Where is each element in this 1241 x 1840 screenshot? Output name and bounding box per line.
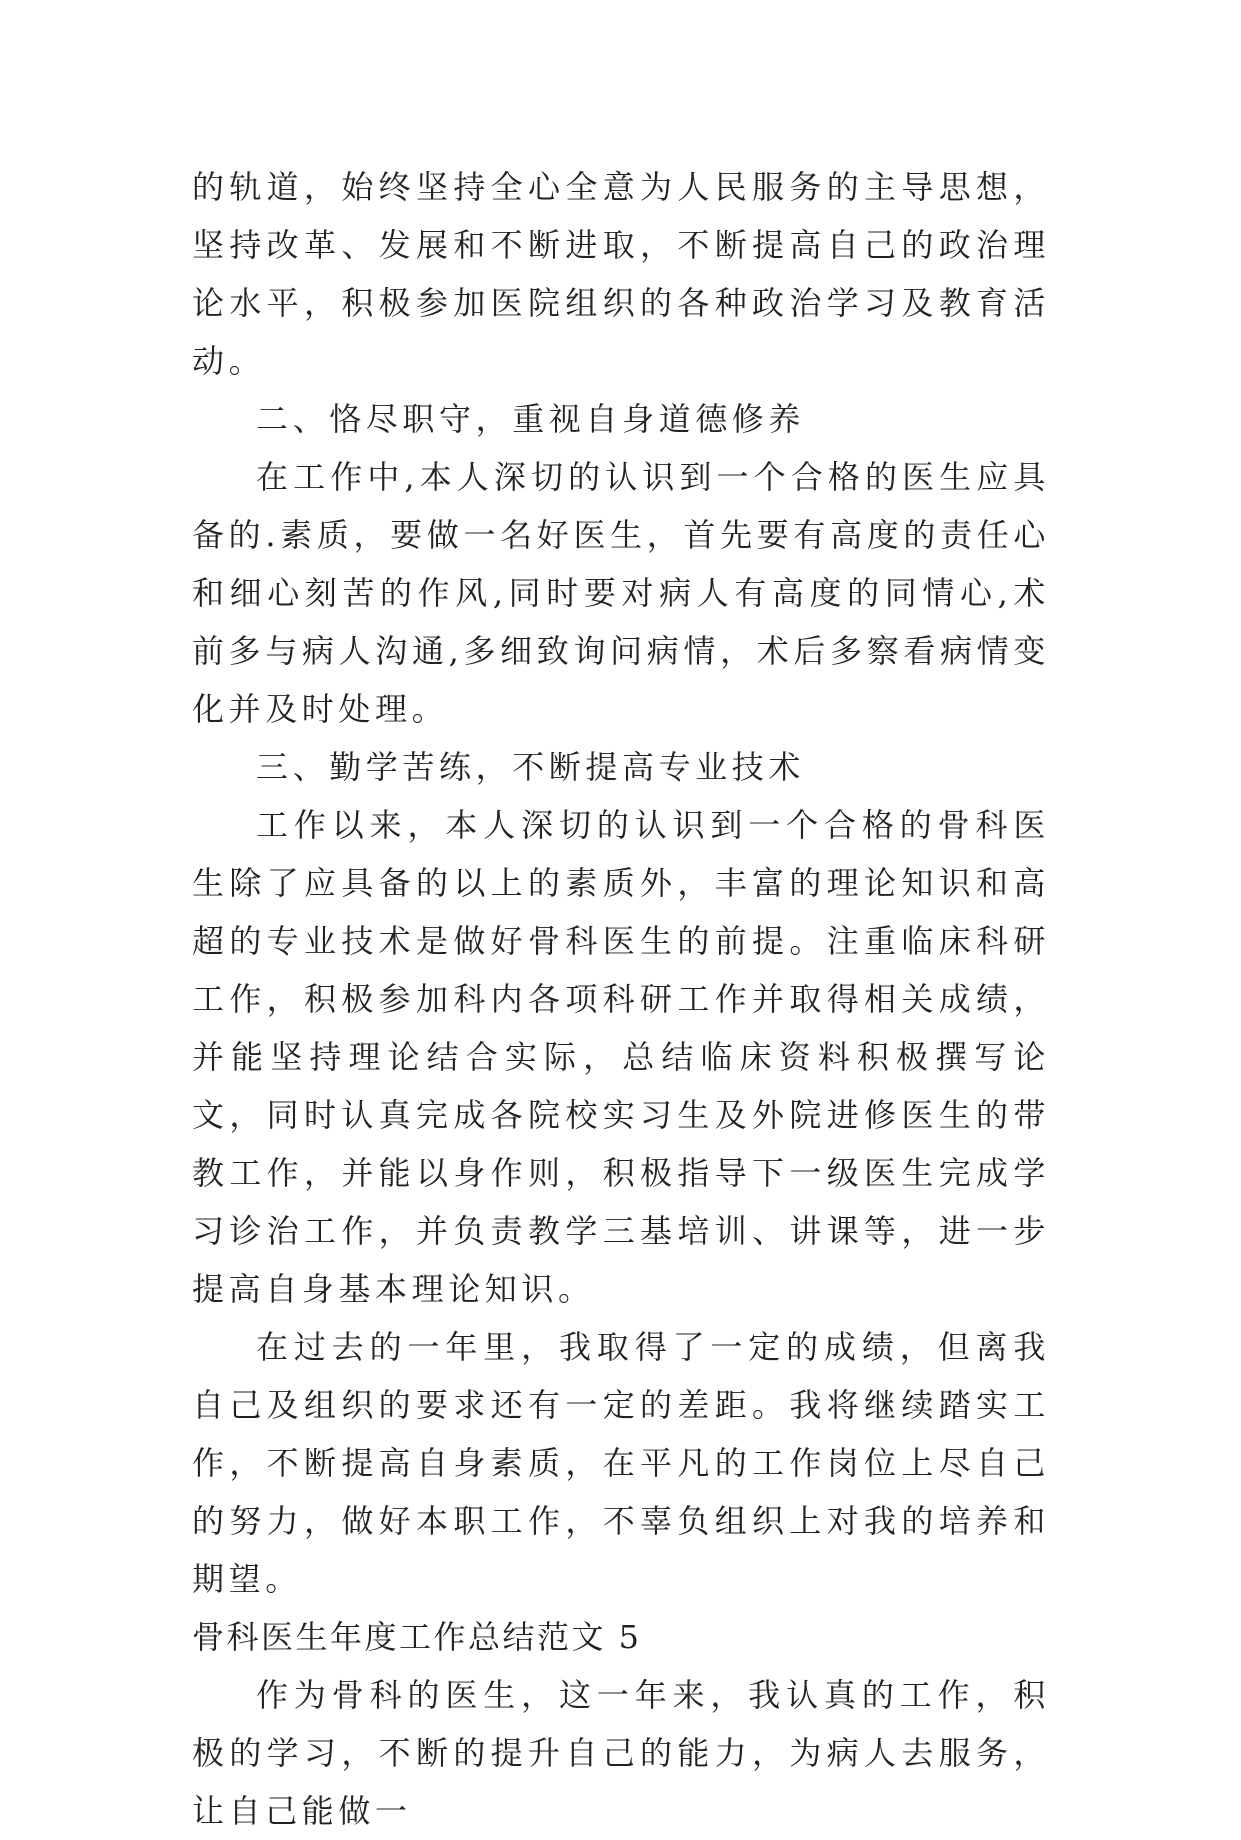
paragraph: 作为骨科的医生，这一年来，我认真的工作，积极的学习，不断的提升自己的能力，为病人去服务，让自己能做一 xyxy=(192,1676,1050,1830)
paragraph: 在过去的一年里，我取得了一定的成绩，但离我自己及组织的要求还有一定的差距。我将继续踏实工作，不断提高自身素质，在平凡的工作岗位上尽自己的努力，做好本职工作，不辜负组织上对我的培养和期望。 xyxy=(192,1328,1050,1598)
article-title: 骨科医生年度工作总结范文 5 xyxy=(192,1618,642,1656)
paragraph: 在工作中,本人深切的认识到一个合格的医生应具备的.素质，要做一名好医生，首先要有高度的责任心和细心刻苦的作风,同时要对病人有高度的同情心,术前多与病人沟通,多细致询问病情，术后多察看病情变化并及时处理。 xyxy=(192,458,1050,728)
paragraph-continuation: 的轨道，始终坚持全心全意为人民服务的主导思想，坚持改革、发展和不断进取，不断提高自己的政治理论水平，积极参加医院组织的各种政治学习及教育活动。 xyxy=(192,168,1050,380)
section-heading-3: 三、勤学苦练，不断提高专业技术 xyxy=(256,748,806,786)
paragraph: 工作以来，本人深切的认识到一个合格的骨科医生除了应具备的以上的素质外，丰富的理论知识和高超的专业技术是做好骨科医生的前提。注重临床科研工作，积极参加科内各项科研工作并取得相关成绩，并能坚持理论结合实际，总结临床资料积极撰写论文，同时认真完成各院校实习生及外院进修医生的带教工作，并能以身作则，积极指导下一级医生完成学习诊治工作，并负责教学三基培训、讲课等，进一步提高自身基本理论知识。 xyxy=(192,806,1050,1308)
document-body xyxy=(192,158,1050,1840)
section-heading-2: 二、恪尽职守，重视自身道德修养 xyxy=(256,400,806,438)
